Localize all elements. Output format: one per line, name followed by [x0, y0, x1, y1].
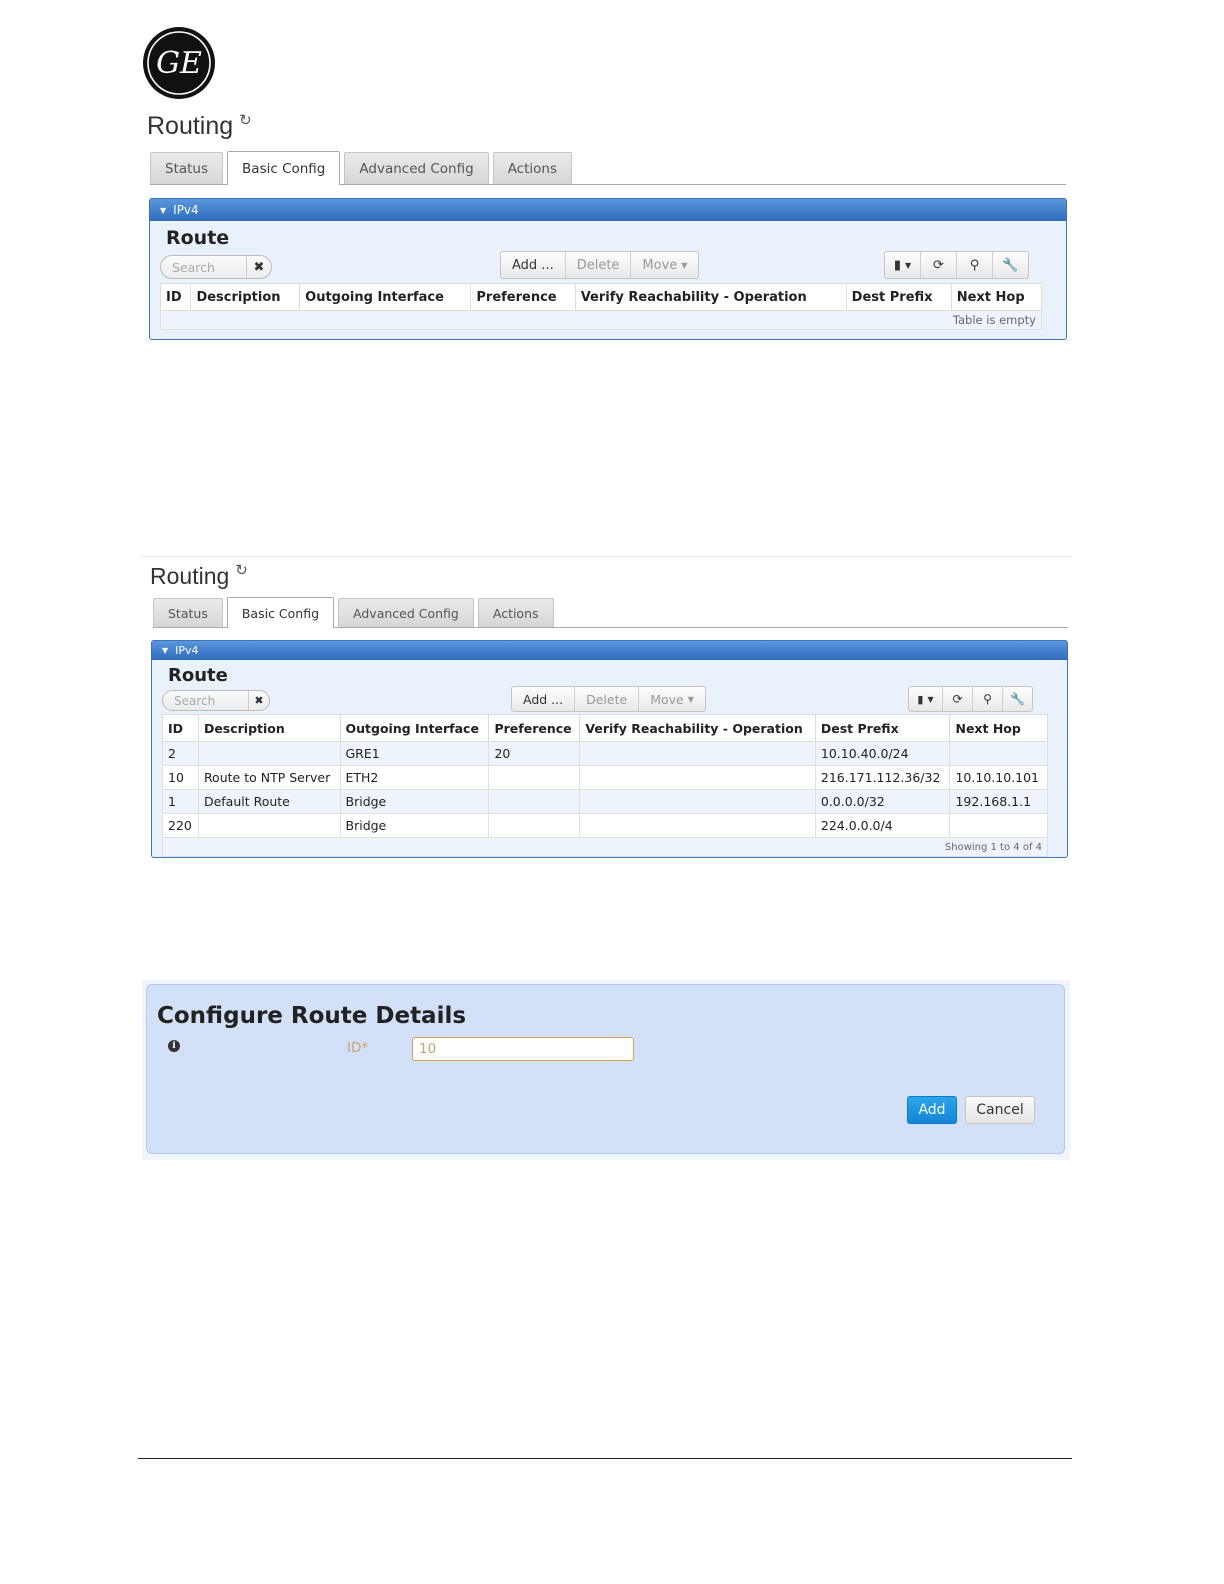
cell-dest-prefix: 224.0.0.0/4 [815, 814, 950, 838]
column-header-preference[interactable]: Preference [489, 715, 580, 742]
clear-search-icon[interactable]: ✖ [248, 691, 269, 710]
delete-button[interactable]: Delete [566, 252, 632, 278]
route-details-form [146, 984, 1065, 1154]
svg-text:GE: GE [156, 46, 202, 81]
route-table-title: Route [168, 665, 228, 686]
table-row[interactable] [163, 742, 1048, 766]
column-header-description[interactable]: Description [198, 715, 340, 742]
tab-advanced-config[interactable]: Advanced Config [344, 152, 488, 184]
tab-bar [153, 593, 1068, 628]
tab-advanced-config[interactable]: Advanced Config [338, 598, 474, 627]
id-field-label: ID* [347, 1040, 369, 1056]
configure-route-dialog [142, 980, 1070, 1160]
tab-basic-config[interactable]: Basic Config [227, 151, 340, 185]
refresh-icon[interactable]: ⟳ [921, 252, 957, 278]
cell-description: Default Route [198, 790, 340, 814]
form-title: Configure Route Details [157, 1003, 467, 1029]
table-tools [884, 251, 1029, 279]
table-row[interactable] [163, 766, 1048, 790]
ipv4-panel [151, 640, 1068, 858]
cell-outgoing-interface: Bridge [340, 814, 489, 838]
search-input[interactable]: Search [174, 693, 216, 708]
cell-preference [489, 814, 580, 838]
tab-actions[interactable]: Actions [478, 598, 554, 627]
cell-id: 10 [163, 766, 199, 790]
move-button-label: Move [642, 257, 678, 273]
cell-preference [489, 766, 580, 790]
add-button[interactable]: Add ... [512, 687, 575, 711]
search-icon[interactable]: ⚲ [957, 252, 993, 278]
column-header-dest-prefix[interactable]: Dest Prefix [815, 715, 950, 742]
column-header-outgoing-interface[interactable]: Outgoing Interface [340, 715, 489, 742]
wrench-icon[interactable]: 🔧 [1010, 692, 1025, 706]
caret-down-icon: ▼ [681, 260, 688, 270]
tab-bar [150, 150, 1066, 185]
column-header-next-hop[interactable]: Next Hop [951, 284, 1041, 311]
column-header-dest-prefix[interactable]: Dest Prefix [846, 284, 951, 311]
page-footer-rule [138, 1458, 1072, 1459]
table-status: Table is empty [161, 311, 1042, 330]
caret-down-icon: ▼ [687, 694, 694, 704]
move-button-label: Move [650, 691, 684, 707]
ipv4-section-header[interactable] [152, 641, 1067, 660]
cell-outgoing-interface: ETH2 [340, 766, 489, 790]
collapse-triangle-icon: ▼ [162, 646, 169, 655]
cell-id: 220 [163, 814, 199, 838]
cancel-button[interactable]: Cancel [965, 1096, 1035, 1124]
page-title [150, 563, 248, 590]
column-header-outgoing-interface[interactable]: Outgoing Interface [300, 284, 471, 311]
route-action-buttons [511, 686, 706, 712]
ipv4-panel [149, 198, 1067, 340]
ge-logo [142, 26, 216, 100]
cell-outgoing-interface: GRE1 [340, 742, 489, 766]
column-header-description[interactable]: Description [191, 284, 300, 311]
cell-dest-prefix: 10.10.40.0/24 [815, 742, 950, 766]
cell-dest-prefix: 216.171.112.36/32 [815, 766, 950, 790]
column-header-preference[interactable]: Preference [471, 284, 575, 311]
column-header-verify-reachability[interactable]: Verify Reachability - Operation [580, 715, 816, 742]
table-status: Showing 1 to 4 of 4 [163, 838, 1048, 857]
cell-preference [489, 790, 580, 814]
cell-verify-reachability [580, 742, 816, 766]
cell-outgoing-interface: Bridge [340, 790, 489, 814]
search-icon[interactable]: ⚲ [973, 687, 1003, 711]
cell-description [198, 814, 340, 838]
route-table [160, 283, 1042, 330]
table-tools [908, 686, 1033, 712]
collapse-triangle-icon: ▼ [160, 205, 167, 215]
tab-basic-config[interactable]: Basic Config [227, 597, 334, 628]
section-header-label: IPv4 [173, 203, 199, 217]
refresh-icon[interactable]: ⟳ [943, 687, 973, 711]
search-box[interactable] [162, 690, 270, 711]
move-button[interactable] [631, 252, 698, 278]
add-button[interactable]: Add [907, 1096, 957, 1124]
routing-screen-empty [140, 108, 1072, 348]
ipv4-section-header[interactable] [150, 199, 1066, 221]
cell-description: Route to NTP Server [198, 766, 340, 790]
cell-next-hop [950, 814, 1048, 838]
cell-dest-prefix: 0.0.0.0/32 [815, 790, 950, 814]
columns-chart-icon[interactable]: ▮ ▼ [885, 252, 921, 278]
table-row[interactable] [163, 814, 1048, 838]
columns-chart-icon[interactable]: ▮ ▼ [909, 687, 943, 711]
tab-status[interactable]: Status [150, 152, 223, 184]
section-header-label: IPv4 [175, 644, 199, 657]
move-button[interactable] [639, 687, 705, 711]
clear-search-icon[interactable]: ✖ [246, 256, 271, 278]
add-button[interactable]: Add ... [501, 252, 566, 278]
tab-status[interactable]: Status [153, 598, 223, 627]
column-header-id[interactable]: ID [163, 715, 199, 742]
table-header-row [163, 715, 1048, 742]
delete-button[interactable]: Delete [575, 687, 639, 711]
cell-verify-reachability [580, 814, 816, 838]
page-title-text: Routing [147, 112, 234, 140]
route-table-title: Route [166, 227, 230, 249]
page-title-text: Routing [150, 563, 230, 589]
cell-next-hop [950, 742, 1048, 766]
column-header-next-hop[interactable]: Next Hop [950, 715, 1048, 742]
route-table [162, 714, 1048, 857]
route-action-buttons [500, 251, 699, 279]
cell-id: 2 [163, 742, 199, 766]
refresh-icon[interactable]: ↻ [235, 561, 248, 579]
table-row[interactable] [163, 790, 1048, 814]
info-icon[interactable]: i [168, 1040, 180, 1052]
cell-next-hop: 192.168.1.1 [950, 790, 1048, 814]
cell-description [198, 742, 340, 766]
column-header-verify-reachability[interactable]: Verify Reachability - Operation [575, 284, 846, 311]
refresh-icon[interactable]: ↻ [239, 111, 252, 129]
cell-id: 1 [163, 790, 199, 814]
table-header-row [161, 284, 1042, 311]
search-box[interactable] [160, 255, 272, 279]
cell-preference: 20 [489, 742, 580, 766]
cell-next-hop: 10.10.10.101 [950, 766, 1048, 790]
cell-verify-reachability [580, 790, 816, 814]
wrench-icon[interactable]: 🔧 [1002, 257, 1019, 273]
tab-actions[interactable]: Actions [493, 152, 572, 184]
page-title [147, 112, 252, 141]
id-field[interactable] [412, 1037, 634, 1061]
search-input[interactable]: Search [172, 259, 215, 275]
routing-screen-populated [140, 556, 1072, 863]
cell-verify-reachability [580, 766, 816, 790]
column-header-id[interactable]: ID [161, 284, 191, 311]
